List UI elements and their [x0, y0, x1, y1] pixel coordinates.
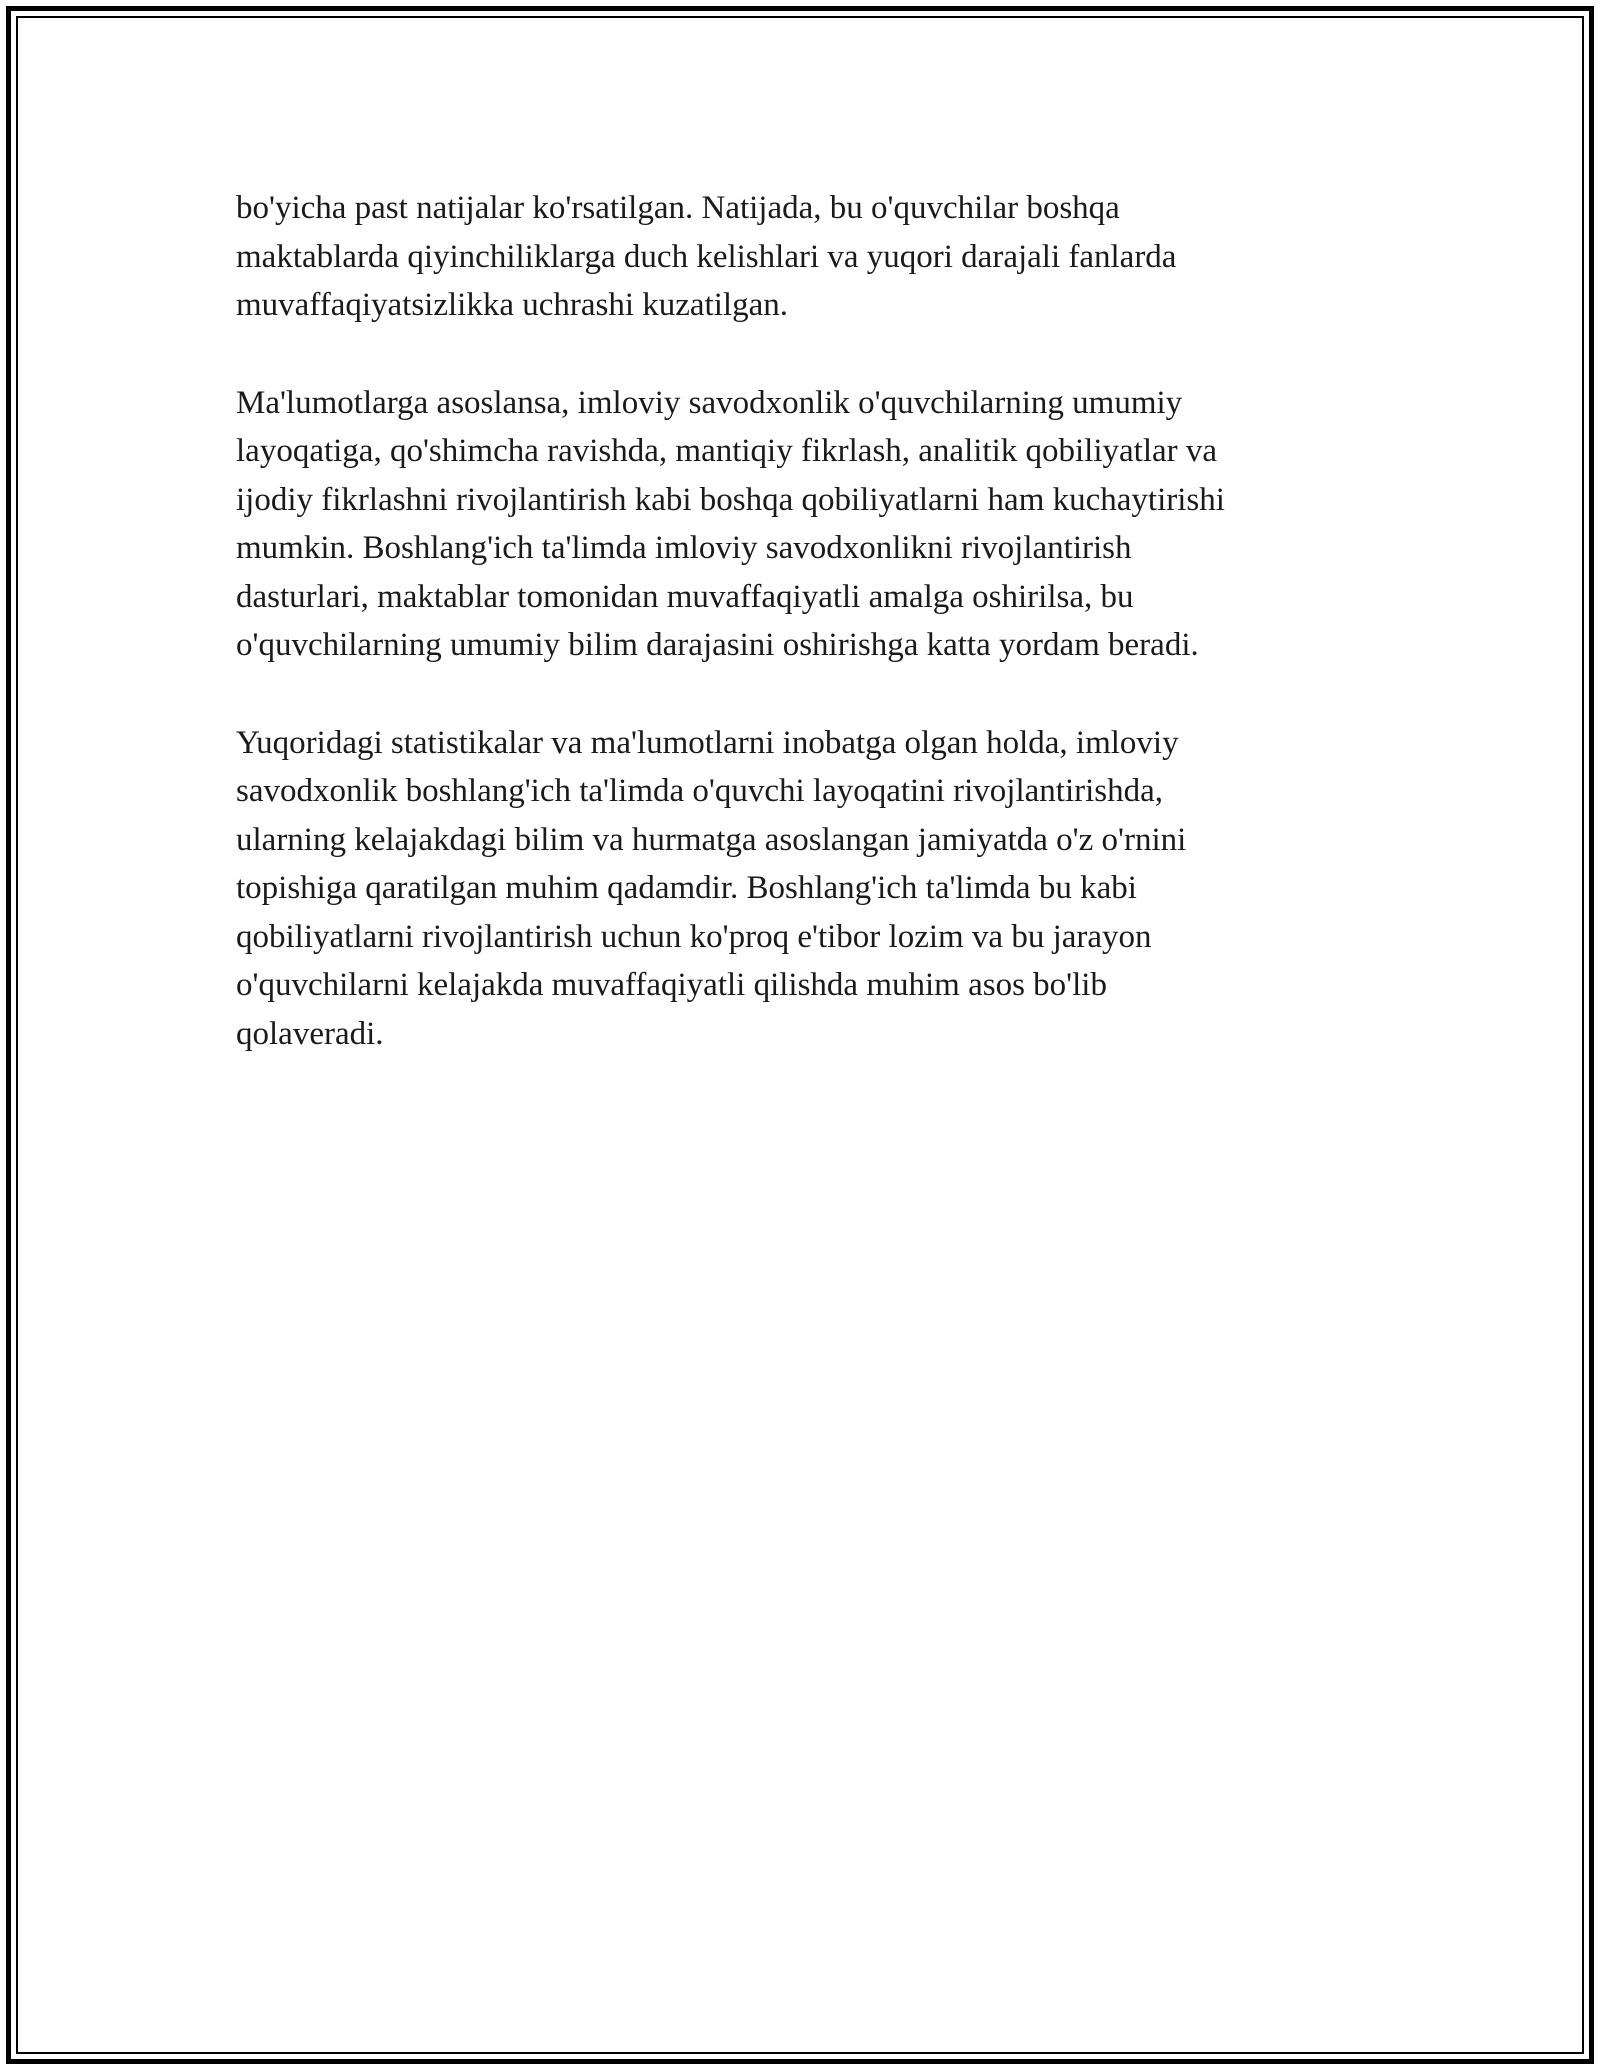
text-line: savodxonlik boshlang'ich ta'limda o'quvchi layoqatini rivojlantirishda,	[236, 773, 1164, 809]
text-line: mumkin. Boshlang'ich ta'limda imloviy savodxonlikni rivojlantirish	[236, 530, 1132, 566]
text-line: qobiliyatlarni rivojlantirish uchun ko'proq e'tibor lozim va bu jarayon	[236, 918, 1152, 955]
document-body	[236, 184, 1376, 1107]
text-line: ularning kelajakdagi bilim va hurmatga asoslangan jamiyatda o'z o'rnini	[236, 821, 1187, 858]
text-line: maktablarda qiyinchiliklarga duch kelishlari va yuqori darajali fanlarda	[236, 238, 1177, 275]
text-line: qolaveradi.	[236, 1015, 384, 1052]
text-line: o'quvchilarning umumiy bilim darajasini oshirishga katta yordam beradi.	[236, 627, 1199, 663]
text-line: Ma'lumotlarga asoslansa, imloviy savodxonlik o'quvchilarning umumiy	[236, 384, 1183, 421]
text-line: Yuqoridagi statistikalar va ma'lumotlarni inobatga olgan holda, imloviy	[236, 724, 1179, 761]
text-line: ijodiy fikrlashni rivojlantirish kabi boshqa qobiliyatlarni ham kuchaytirishi	[236, 481, 1225, 518]
text-line: topishiga qaratilgan muhim qadamdir. Boshlang'ich ta'limda bu kabi	[236, 870, 1137, 906]
text-line: o'quvchilarni kelajakda muvaffaqiyatli qilishda muhim asos bo'lib	[236, 967, 1107, 1003]
paragraph-2	[236, 379, 1376, 670]
paragraph-3	[236, 719, 1376, 1059]
text-line: muvaffaqiyatsizlikka uchrashi kuzatilgan.	[236, 287, 788, 323]
text-line: dasturlari, maktablar tomonidan muvaffaqiyatli amalga oshirilsa, bu	[236, 578, 1134, 615]
text-line: layoqatiga, qo'shimcha ravishda, mantiqiy fikrlash, analitik qobiliyatlar va	[236, 433, 1218, 469]
text-line: bo'yicha past natijalar ko'rsatilgan. Natijada, bu o'quvchilar boshqa	[236, 190, 1120, 226]
paragraph-1	[236, 184, 1376, 330]
